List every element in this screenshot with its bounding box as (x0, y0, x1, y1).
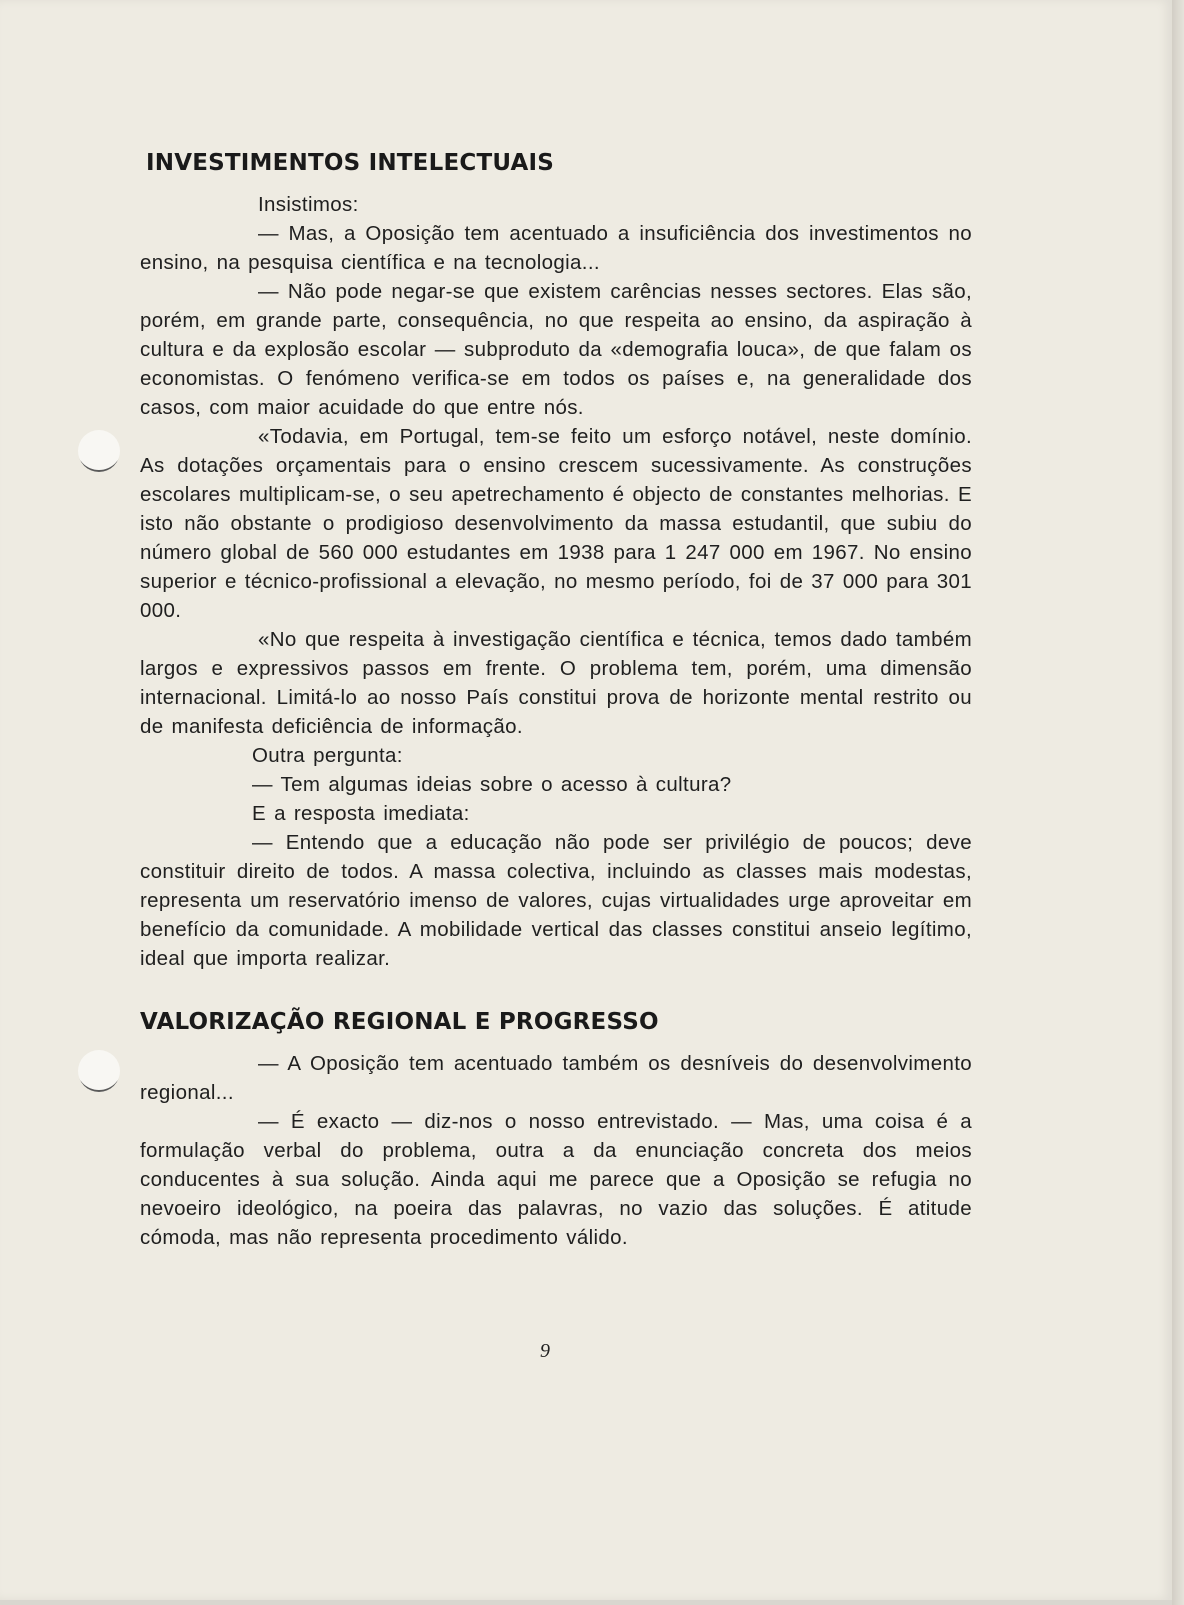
paragraph: — Não pode negar-se que existem carências nesses sectores. Elas são, porém, em grande parte, consequência, no que respeita ao ensino, da aspiração à cultura e da explosão escolar — subproduto da «demografia louca», de que falam os economistas. O fenómeno verifica-se em todos os países e, na generalidade dos casos, com maior acuidade do que entre nós. (140, 280, 972, 419)
paragraph: — É exacto — diz-nos o nosso entrevistado. — Mas, uma coisa é a formulação verbal do problema, outra a da enunciação concreta dos meios conducentes à sua solução. Ainda aqui me parece que a Oposição se refugia no nevoeiro ideológico, na poeira das palavras, no vazio das soluções. É atitude cómoda, mas não representa procedimento válido. (140, 1110, 972, 1249)
section-title-investimentos: INVESTIMENTOS INTELECTUAIS (146, 150, 555, 176)
paragraph: — A Oposição tem acentuado também os desníveis do desenvolvimento regional... (140, 1052, 972, 1104)
page-edge (1172, 0, 1184, 1605)
paragraph: — Entendo que a educação não pode ser privilégio de poucos; deve constituir direito de todos. A massa colectiva, incluindo as classes mais modestas, representa um reservatório imenso de valores, cujas virtualidades urge aproveitar em benefício da comunidade. A mobilidade vertical das classes constitui anseio legítimo, ideal que importa realizar. (140, 831, 972, 970)
paragraph: E a resposta imediata: (252, 802, 470, 825)
paragraph: — Tem algumas ideias sobre o acesso à cultura? (252, 773, 732, 796)
paragraph: Insistimos: (258, 193, 359, 216)
section-title-valorizacao: VALORIZAÇÃO REGIONAL E PROGRESSO (140, 1009, 659, 1035)
paragraph: Outra pergunta: (252, 744, 403, 767)
page-content (140, 150, 972, 1252)
paragraph: — Mas, a Oposição tem acentuado a insuficiência dos investimentos no ensino, na pesquisa científica e na tecnologia... (140, 222, 972, 274)
page-number: 9 (540, 1340, 550, 1362)
punch-hole (78, 430, 120, 472)
punch-hole (78, 1050, 120, 1092)
paragraph: «No que respeita à investigação científica e técnica, temos dado também largos e expressivos passos em frente. O problema tem, porém, uma dimensão internacional. Limitá-lo ao nosso País constitui prova de horizonte mental restrito ou de manifesta deficiência de informação. (140, 628, 972, 738)
paragraph: «Todavia, em Portugal, tem-se feito um esforço notável, neste domínio. As dotações orçamentais para o ensino crescem sucessivamente. As construções escolares multiplicam-se, o seu apetrechamento é objecto de constantes melhorias. E isto não obstante o prodigioso desenvolvimento da massa estudantil, que subiu do número global de 560 000 estudantes em 1938 para 1 247 000 em 1967. No ensino superior e técnico-profissional a elevação, no mesmo período, foi de 37 000 para 301 000. (140, 425, 972, 622)
